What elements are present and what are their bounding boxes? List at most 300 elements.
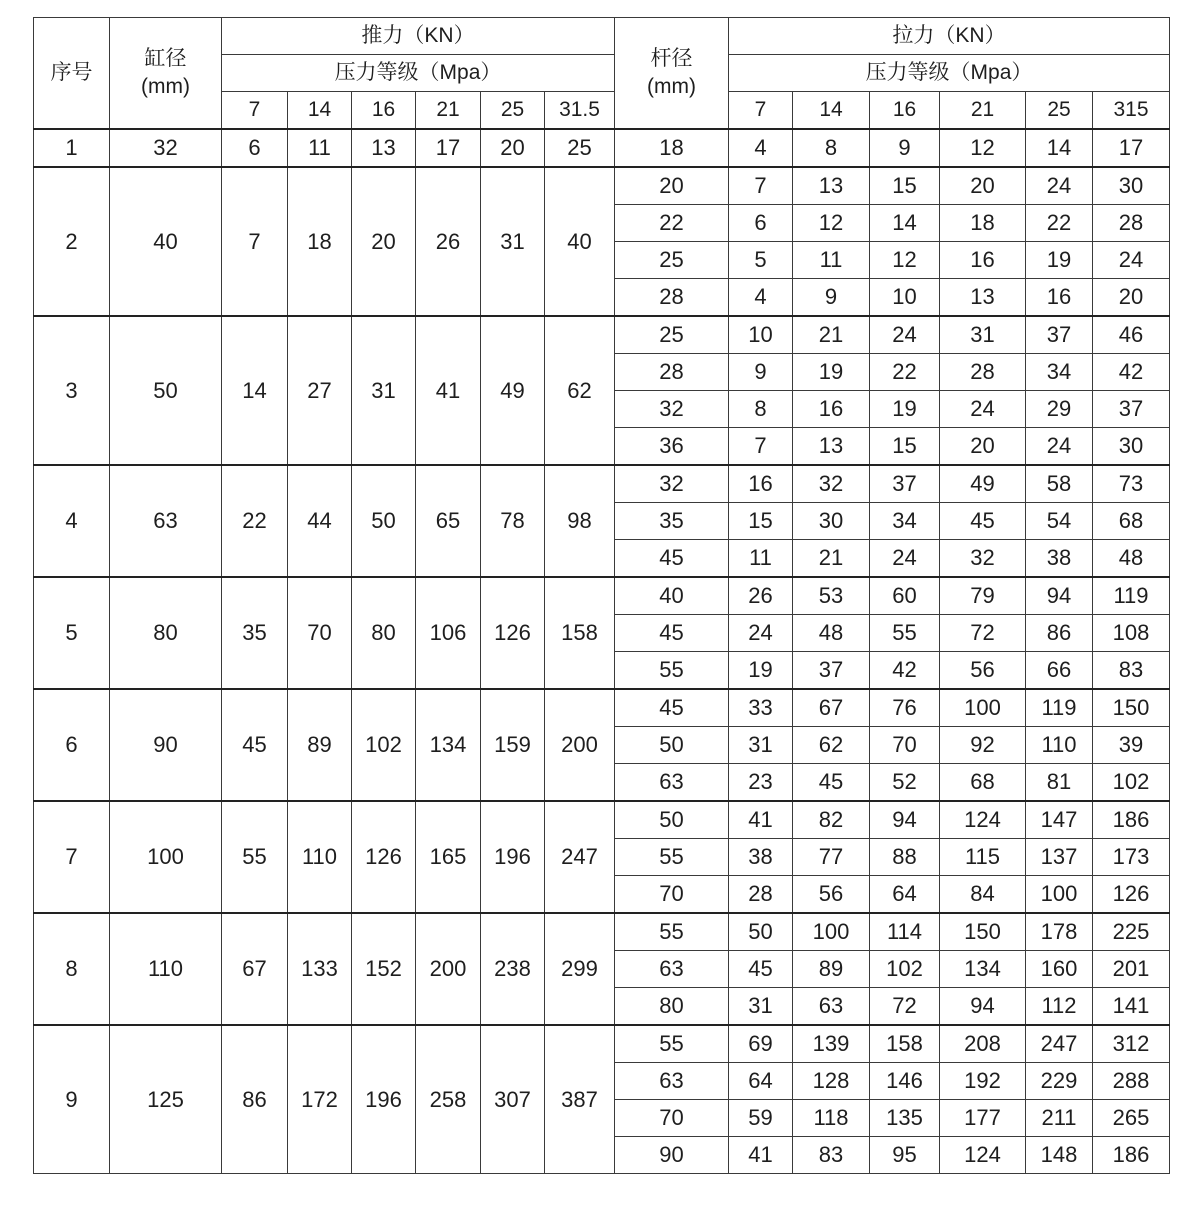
pull-force-cell: 17: [1093, 129, 1170, 167]
header-pull-grade: 压力等级（Mpa）: [729, 55, 1170, 92]
pull-force-cell: 89: [793, 951, 870, 988]
push-force-cell: 41: [416, 316, 481, 465]
push-force-cell: 44: [288, 465, 352, 577]
push-force-cell: 18: [288, 167, 352, 316]
rod-cell: 55: [615, 839, 729, 876]
pull-force-cell: 146: [870, 1063, 940, 1100]
pull-force-cell: 79: [940, 577, 1026, 615]
pull-force-cell: 86: [1026, 615, 1093, 652]
pull-force-cell: 31: [940, 316, 1026, 354]
pull-force-cell: 45: [793, 764, 870, 802]
pull-force-cell: 70: [870, 727, 940, 764]
pull-force-cell: 135: [870, 1100, 940, 1137]
push-force-cell: 102: [352, 689, 416, 801]
pull-force-cell: 9: [870, 129, 940, 167]
pull-force-cell: 26: [729, 577, 793, 615]
table-row: [34, 801, 1170, 839]
pull-force-cell: 19: [793, 354, 870, 391]
bore-cell: 80: [110, 577, 222, 689]
pull-force-cell: 94: [1026, 577, 1093, 615]
pull-force-cell: 102: [1093, 764, 1170, 802]
pull-force-cell: 160: [1026, 951, 1093, 988]
pull-force-cell: 16: [940, 242, 1026, 279]
pull-force-cell: 7: [729, 167, 793, 205]
pull-force-cell: 48: [1093, 540, 1170, 578]
pull-force-cell: 94: [940, 988, 1026, 1026]
pull-force-cell: 134: [940, 951, 1026, 988]
pull-force-cell: 62: [793, 727, 870, 764]
push-force-cell: 247: [545, 801, 615, 913]
pull-force-cell: 39: [1093, 727, 1170, 764]
push-force-cell: 45: [222, 689, 288, 801]
push-force-cell: 196: [481, 801, 545, 913]
pull-force-cell: 9: [793, 279, 870, 317]
push-force-cell: 6: [222, 129, 288, 167]
push-force-cell: 126: [352, 801, 416, 913]
header-pull: 拉力（KN）: [729, 18, 1170, 55]
push-force-cell: 258: [416, 1025, 481, 1174]
push-force-cell: 158: [545, 577, 615, 689]
pull-force-cell: 46: [1093, 316, 1170, 354]
pull-pressure-header: 25: [1026, 92, 1093, 130]
pull-force-cell: 5: [729, 242, 793, 279]
rod-cell: 45: [615, 615, 729, 652]
push-force-cell: 55: [222, 801, 288, 913]
push-force-cell: 31: [352, 316, 416, 465]
table-row: [34, 577, 1170, 615]
pull-force-cell: 19: [870, 391, 940, 428]
pull-force-cell: 48: [793, 615, 870, 652]
push-force-cell: 25: [545, 129, 615, 167]
index-cell: 6: [34, 689, 110, 801]
header-bore-unit: (mm): [141, 75, 190, 98]
header-bore: [110, 18, 222, 130]
push-force-cell: 62: [545, 316, 615, 465]
pull-force-cell: 15: [870, 428, 940, 466]
pull-force-cell: 28: [1093, 205, 1170, 242]
table-body: [34, 129, 1170, 1174]
pull-force-cell: 55: [870, 615, 940, 652]
header-bore-label: 缸径: [144, 47, 187, 70]
push-pressure-header: 21: [416, 92, 481, 130]
pull-force-cell: 52: [870, 764, 940, 802]
pull-force-cell: 4: [729, 279, 793, 317]
pull-force-cell: 21: [793, 540, 870, 578]
pull-force-cell: 37: [870, 465, 940, 503]
push-force-cell: 299: [545, 913, 615, 1025]
pull-force-cell: 42: [870, 652, 940, 690]
pull-force-cell: 173: [1093, 839, 1170, 876]
table-row: [34, 167, 1170, 205]
pull-force-cell: 64: [870, 876, 940, 914]
push-force-cell: 133: [288, 913, 352, 1025]
pull-force-cell: 37: [793, 652, 870, 690]
pull-force-cell: 32: [940, 540, 1026, 578]
pull-force-cell: 9: [729, 354, 793, 391]
pull-force-cell: 50: [729, 913, 793, 951]
pull-force-cell: 31: [729, 727, 793, 764]
pull-force-cell: 192: [940, 1063, 1026, 1100]
rod-cell: 28: [615, 354, 729, 391]
pull-force-cell: 64: [729, 1063, 793, 1100]
pull-force-cell: 100: [940, 689, 1026, 727]
rod-cell: 32: [615, 391, 729, 428]
push-force-cell: 17: [416, 129, 481, 167]
pull-force-cell: 31: [729, 988, 793, 1026]
pull-force-cell: 60: [870, 577, 940, 615]
table-row: [34, 689, 1170, 727]
push-pressure-header: 16: [352, 92, 416, 130]
pull-pressure-header: 21: [940, 92, 1026, 130]
table-row: [34, 1025, 1170, 1063]
pull-force-cell: 114: [870, 913, 940, 951]
push-force-cell: 126: [481, 577, 545, 689]
pull-force-cell: 7: [729, 428, 793, 466]
pull-force-cell: 45: [940, 503, 1026, 540]
pull-force-cell: 10: [729, 316, 793, 354]
bore-cell: 32: [110, 129, 222, 167]
rod-cell: 28: [615, 279, 729, 317]
table-row: [34, 465, 1170, 503]
push-force-cell: 20: [352, 167, 416, 316]
rod-cell: 70: [615, 1100, 729, 1137]
pull-force-cell: 24: [870, 316, 940, 354]
pull-force-cell: 148: [1026, 1137, 1093, 1174]
pull-force-cell: 119: [1026, 689, 1093, 727]
bore-cell: 40: [110, 167, 222, 316]
header-rod-label: 杆径: [650, 47, 693, 70]
push-force-cell: 200: [416, 913, 481, 1025]
pull-force-cell: 41: [729, 1137, 793, 1174]
pull-force-cell: 158: [870, 1025, 940, 1063]
pull-force-cell: 94: [870, 801, 940, 839]
bore-cell: 90: [110, 689, 222, 801]
push-pressure-header: 31.5: [545, 92, 615, 130]
rod-cell: 35: [615, 503, 729, 540]
pull-force-cell: 13: [793, 428, 870, 466]
rod-cell: 40: [615, 577, 729, 615]
push-force-cell: 238: [481, 913, 545, 1025]
push-force-cell: 65: [416, 465, 481, 577]
pull-force-cell: 137: [1026, 839, 1093, 876]
pull-force-cell: 95: [870, 1137, 940, 1174]
pull-force-cell: 59: [729, 1100, 793, 1137]
push-force-cell: 70: [288, 577, 352, 689]
push-force-cell: 200: [545, 689, 615, 801]
pull-force-cell: 15: [729, 503, 793, 540]
pull-force-cell: 24: [729, 615, 793, 652]
pull-force-cell: 58: [1026, 465, 1093, 503]
pull-pressure-header: 315: [1093, 92, 1170, 130]
pull-force-cell: 6: [729, 205, 793, 242]
push-force-cell: 67: [222, 913, 288, 1025]
pull-force-cell: 100: [1026, 876, 1093, 914]
push-force-cell: 13: [352, 129, 416, 167]
pull-force-cell: 83: [1093, 652, 1170, 690]
pull-force-cell: 24: [1026, 167, 1093, 205]
pull-force-cell: 82: [793, 801, 870, 839]
pull-force-cell: 42: [1093, 354, 1170, 391]
pull-force-cell: 247: [1026, 1025, 1093, 1063]
pull-force-cell: 22: [870, 354, 940, 391]
index-cell: 5: [34, 577, 110, 689]
push-force-cell: 134: [416, 689, 481, 801]
pull-force-cell: 186: [1093, 1137, 1170, 1174]
pull-force-cell: 45: [729, 951, 793, 988]
pull-force-cell: 124: [940, 801, 1026, 839]
pull-force-cell: 12: [940, 129, 1026, 167]
pull-force-cell: 20: [1093, 279, 1170, 317]
push-force-cell: 86: [222, 1025, 288, 1174]
pull-force-cell: 112: [1026, 988, 1093, 1026]
pull-force-cell: 118: [793, 1100, 870, 1137]
pull-pressure-header: 7: [729, 92, 793, 130]
push-force-cell: 98: [545, 465, 615, 577]
rod-cell: 36: [615, 428, 729, 466]
bore-cell: 110: [110, 913, 222, 1025]
pull-force-cell: 77: [793, 839, 870, 876]
push-force-cell: 165: [416, 801, 481, 913]
push-force-cell: 35: [222, 577, 288, 689]
pull-force-cell: 126: [1093, 876, 1170, 914]
pull-force-cell: 13: [940, 279, 1026, 317]
push-force-cell: 110: [288, 801, 352, 913]
pull-force-cell: 128: [793, 1063, 870, 1100]
rod-cell: 25: [615, 316, 729, 354]
pull-force-cell: 23: [729, 764, 793, 802]
push-pressure-header: 25: [481, 92, 545, 130]
push-force-cell: 387: [545, 1025, 615, 1174]
index-cell: 2: [34, 167, 110, 316]
pull-force-cell: 28: [940, 354, 1026, 391]
push-force-cell: 196: [352, 1025, 416, 1174]
push-force-cell: 26: [416, 167, 481, 316]
pull-force-cell: 29: [1026, 391, 1093, 428]
rod-cell: 25: [615, 242, 729, 279]
pull-force-cell: 28: [729, 876, 793, 914]
pull-force-cell: 56: [793, 876, 870, 914]
header-rod-unit: (mm): [647, 75, 696, 98]
pull-force-cell: 30: [1093, 428, 1170, 466]
pull-force-cell: 8: [729, 391, 793, 428]
push-force-cell: 78: [481, 465, 545, 577]
index-cell: 7: [34, 801, 110, 913]
pull-force-cell: 11: [729, 540, 793, 578]
pull-force-cell: 38: [729, 839, 793, 876]
push-pressure-header: 14: [288, 92, 352, 130]
push-force-cell: 40: [545, 167, 615, 316]
rod-cell: 20: [615, 167, 729, 205]
bore-cell: 125: [110, 1025, 222, 1174]
pull-force-cell: 12: [793, 205, 870, 242]
pull-force-cell: 33: [729, 689, 793, 727]
header-push: 推力（KN）: [222, 18, 615, 55]
pull-force-cell: 15: [870, 167, 940, 205]
rod-cell: 80: [615, 988, 729, 1026]
pull-force-cell: 92: [940, 727, 1026, 764]
pull-force-cell: 108: [1093, 615, 1170, 652]
pull-force-cell: 30: [793, 503, 870, 540]
pull-force-cell: 69: [729, 1025, 793, 1063]
pull-force-cell: 63: [793, 988, 870, 1026]
pull-force-cell: 139: [793, 1025, 870, 1063]
rod-cell: 90: [615, 1137, 729, 1174]
push-force-cell: 80: [352, 577, 416, 689]
pull-force-cell: 24: [1093, 242, 1170, 279]
pull-force-cell: 37: [1026, 316, 1093, 354]
pull-force-cell: 12: [870, 242, 940, 279]
pull-force-cell: 201: [1093, 951, 1170, 988]
push-force-cell: 20: [481, 129, 545, 167]
push-force-cell: 50: [352, 465, 416, 577]
pull-force-cell: 16: [793, 391, 870, 428]
pull-force-cell: 56: [940, 652, 1026, 690]
header-push-grade: 压力等级（Mpa）: [222, 55, 615, 92]
header-index: 序号: [34, 18, 110, 130]
rod-cell: 55: [615, 913, 729, 951]
push-force-cell: 7: [222, 167, 288, 316]
pull-force-cell: 72: [940, 615, 1026, 652]
pull-force-cell: 83: [793, 1137, 870, 1174]
rod-cell: 63: [615, 951, 729, 988]
pull-force-cell: 150: [1093, 689, 1170, 727]
push-force-cell: 22: [222, 465, 288, 577]
pull-force-cell: 147: [1026, 801, 1093, 839]
table-row: [34, 913, 1170, 951]
pull-force-cell: 16: [729, 465, 793, 503]
pull-force-cell: 20: [940, 428, 1026, 466]
pull-pressure-header: 16: [870, 92, 940, 130]
pull-force-cell: 100: [793, 913, 870, 951]
push-force-cell: 159: [481, 689, 545, 801]
pull-force-cell: 312: [1093, 1025, 1170, 1063]
push-force-cell: 49: [481, 316, 545, 465]
pull-force-cell: 21: [793, 316, 870, 354]
pull-force-cell: 72: [870, 988, 940, 1026]
rod-cell: 63: [615, 764, 729, 802]
pull-force-cell: 30: [1093, 167, 1170, 205]
pull-force-cell: 34: [1026, 354, 1093, 391]
rod-cell: 18: [615, 129, 729, 167]
pull-force-cell: 88: [870, 839, 940, 876]
pull-pressure-header: 14: [793, 92, 870, 130]
pull-force-cell: 288: [1093, 1063, 1170, 1100]
pull-force-cell: 150: [940, 913, 1026, 951]
table-row: [34, 316, 1170, 354]
rod-cell: 45: [615, 689, 729, 727]
pull-force-cell: 141: [1093, 988, 1170, 1026]
pull-force-cell: 110: [1026, 727, 1093, 764]
pull-force-cell: 19: [1026, 242, 1093, 279]
bore-cell: 63: [110, 465, 222, 577]
pull-force-cell: 73: [1093, 465, 1170, 503]
pull-force-cell: 41: [729, 801, 793, 839]
pull-force-cell: 32: [793, 465, 870, 503]
pull-force-cell: 115: [940, 839, 1026, 876]
pull-force-cell: 34: [870, 503, 940, 540]
table-header: [34, 18, 1170, 130]
pull-force-cell: 24: [1026, 428, 1093, 466]
pull-force-cell: 22: [1026, 205, 1093, 242]
pull-force-cell: 178: [1026, 913, 1093, 951]
pull-force-cell: 20: [940, 167, 1026, 205]
pull-force-cell: 225: [1093, 913, 1170, 951]
pull-force-cell: 19: [729, 652, 793, 690]
rod-cell: 63: [615, 1063, 729, 1100]
push-force-cell: 14: [222, 316, 288, 465]
pull-force-cell: 49: [940, 465, 1026, 503]
table-row: [34, 129, 1170, 167]
pull-force-cell: 68: [1093, 503, 1170, 540]
rod-cell: 50: [615, 727, 729, 764]
pull-force-cell: 14: [1026, 129, 1093, 167]
index-cell: 4: [34, 465, 110, 577]
pull-force-cell: 76: [870, 689, 940, 727]
header-rod: [615, 18, 729, 130]
pull-force-cell: 24: [940, 391, 1026, 428]
pull-force-cell: 14: [870, 205, 940, 242]
pull-force-cell: 66: [1026, 652, 1093, 690]
rod-cell: 50: [615, 801, 729, 839]
cylinder-force-table: [33, 17, 1170, 1174]
rod-cell: 45: [615, 540, 729, 578]
pull-force-cell: 229: [1026, 1063, 1093, 1100]
pull-force-cell: 177: [940, 1100, 1026, 1137]
push-force-cell: 106: [416, 577, 481, 689]
pull-force-cell: 81: [1026, 764, 1093, 802]
pull-force-cell: 54: [1026, 503, 1093, 540]
push-force-cell: 307: [481, 1025, 545, 1174]
pull-force-cell: 186: [1093, 801, 1170, 839]
push-force-cell: 172: [288, 1025, 352, 1174]
pull-force-cell: 124: [940, 1137, 1026, 1174]
pull-force-cell: 211: [1026, 1100, 1093, 1137]
pull-force-cell: 53: [793, 577, 870, 615]
push-force-cell: 152: [352, 913, 416, 1025]
rod-cell: 55: [615, 1025, 729, 1063]
cylinder-force-table-container: [33, 17, 1170, 1174]
push-force-cell: 27: [288, 316, 352, 465]
push-force-cell: 89: [288, 689, 352, 801]
pull-force-cell: 37: [1093, 391, 1170, 428]
rod-cell: 70: [615, 876, 729, 914]
push-force-cell: 11: [288, 129, 352, 167]
index-cell: 1: [34, 129, 110, 167]
bore-cell: 100: [110, 801, 222, 913]
pull-force-cell: 18: [940, 205, 1026, 242]
pull-force-cell: 16: [1026, 279, 1093, 317]
pull-force-cell: 208: [940, 1025, 1026, 1063]
pull-force-cell: 4: [729, 129, 793, 167]
pull-force-cell: 10: [870, 279, 940, 317]
rod-cell: 32: [615, 465, 729, 503]
rod-cell: 55: [615, 652, 729, 690]
pull-force-cell: 102: [870, 951, 940, 988]
bore-cell: 50: [110, 316, 222, 465]
pull-force-cell: 119: [1093, 577, 1170, 615]
pull-force-cell: 67: [793, 689, 870, 727]
index-cell: 8: [34, 913, 110, 1025]
pull-force-cell: 13: [793, 167, 870, 205]
pull-force-cell: 68: [940, 764, 1026, 802]
pull-force-cell: 24: [870, 540, 940, 578]
index-cell: 9: [34, 1025, 110, 1174]
pull-force-cell: 11: [793, 242, 870, 279]
pull-force-cell: 265: [1093, 1100, 1170, 1137]
pull-force-cell: 38: [1026, 540, 1093, 578]
pull-force-cell: 8: [793, 129, 870, 167]
index-cell: 3: [34, 316, 110, 465]
